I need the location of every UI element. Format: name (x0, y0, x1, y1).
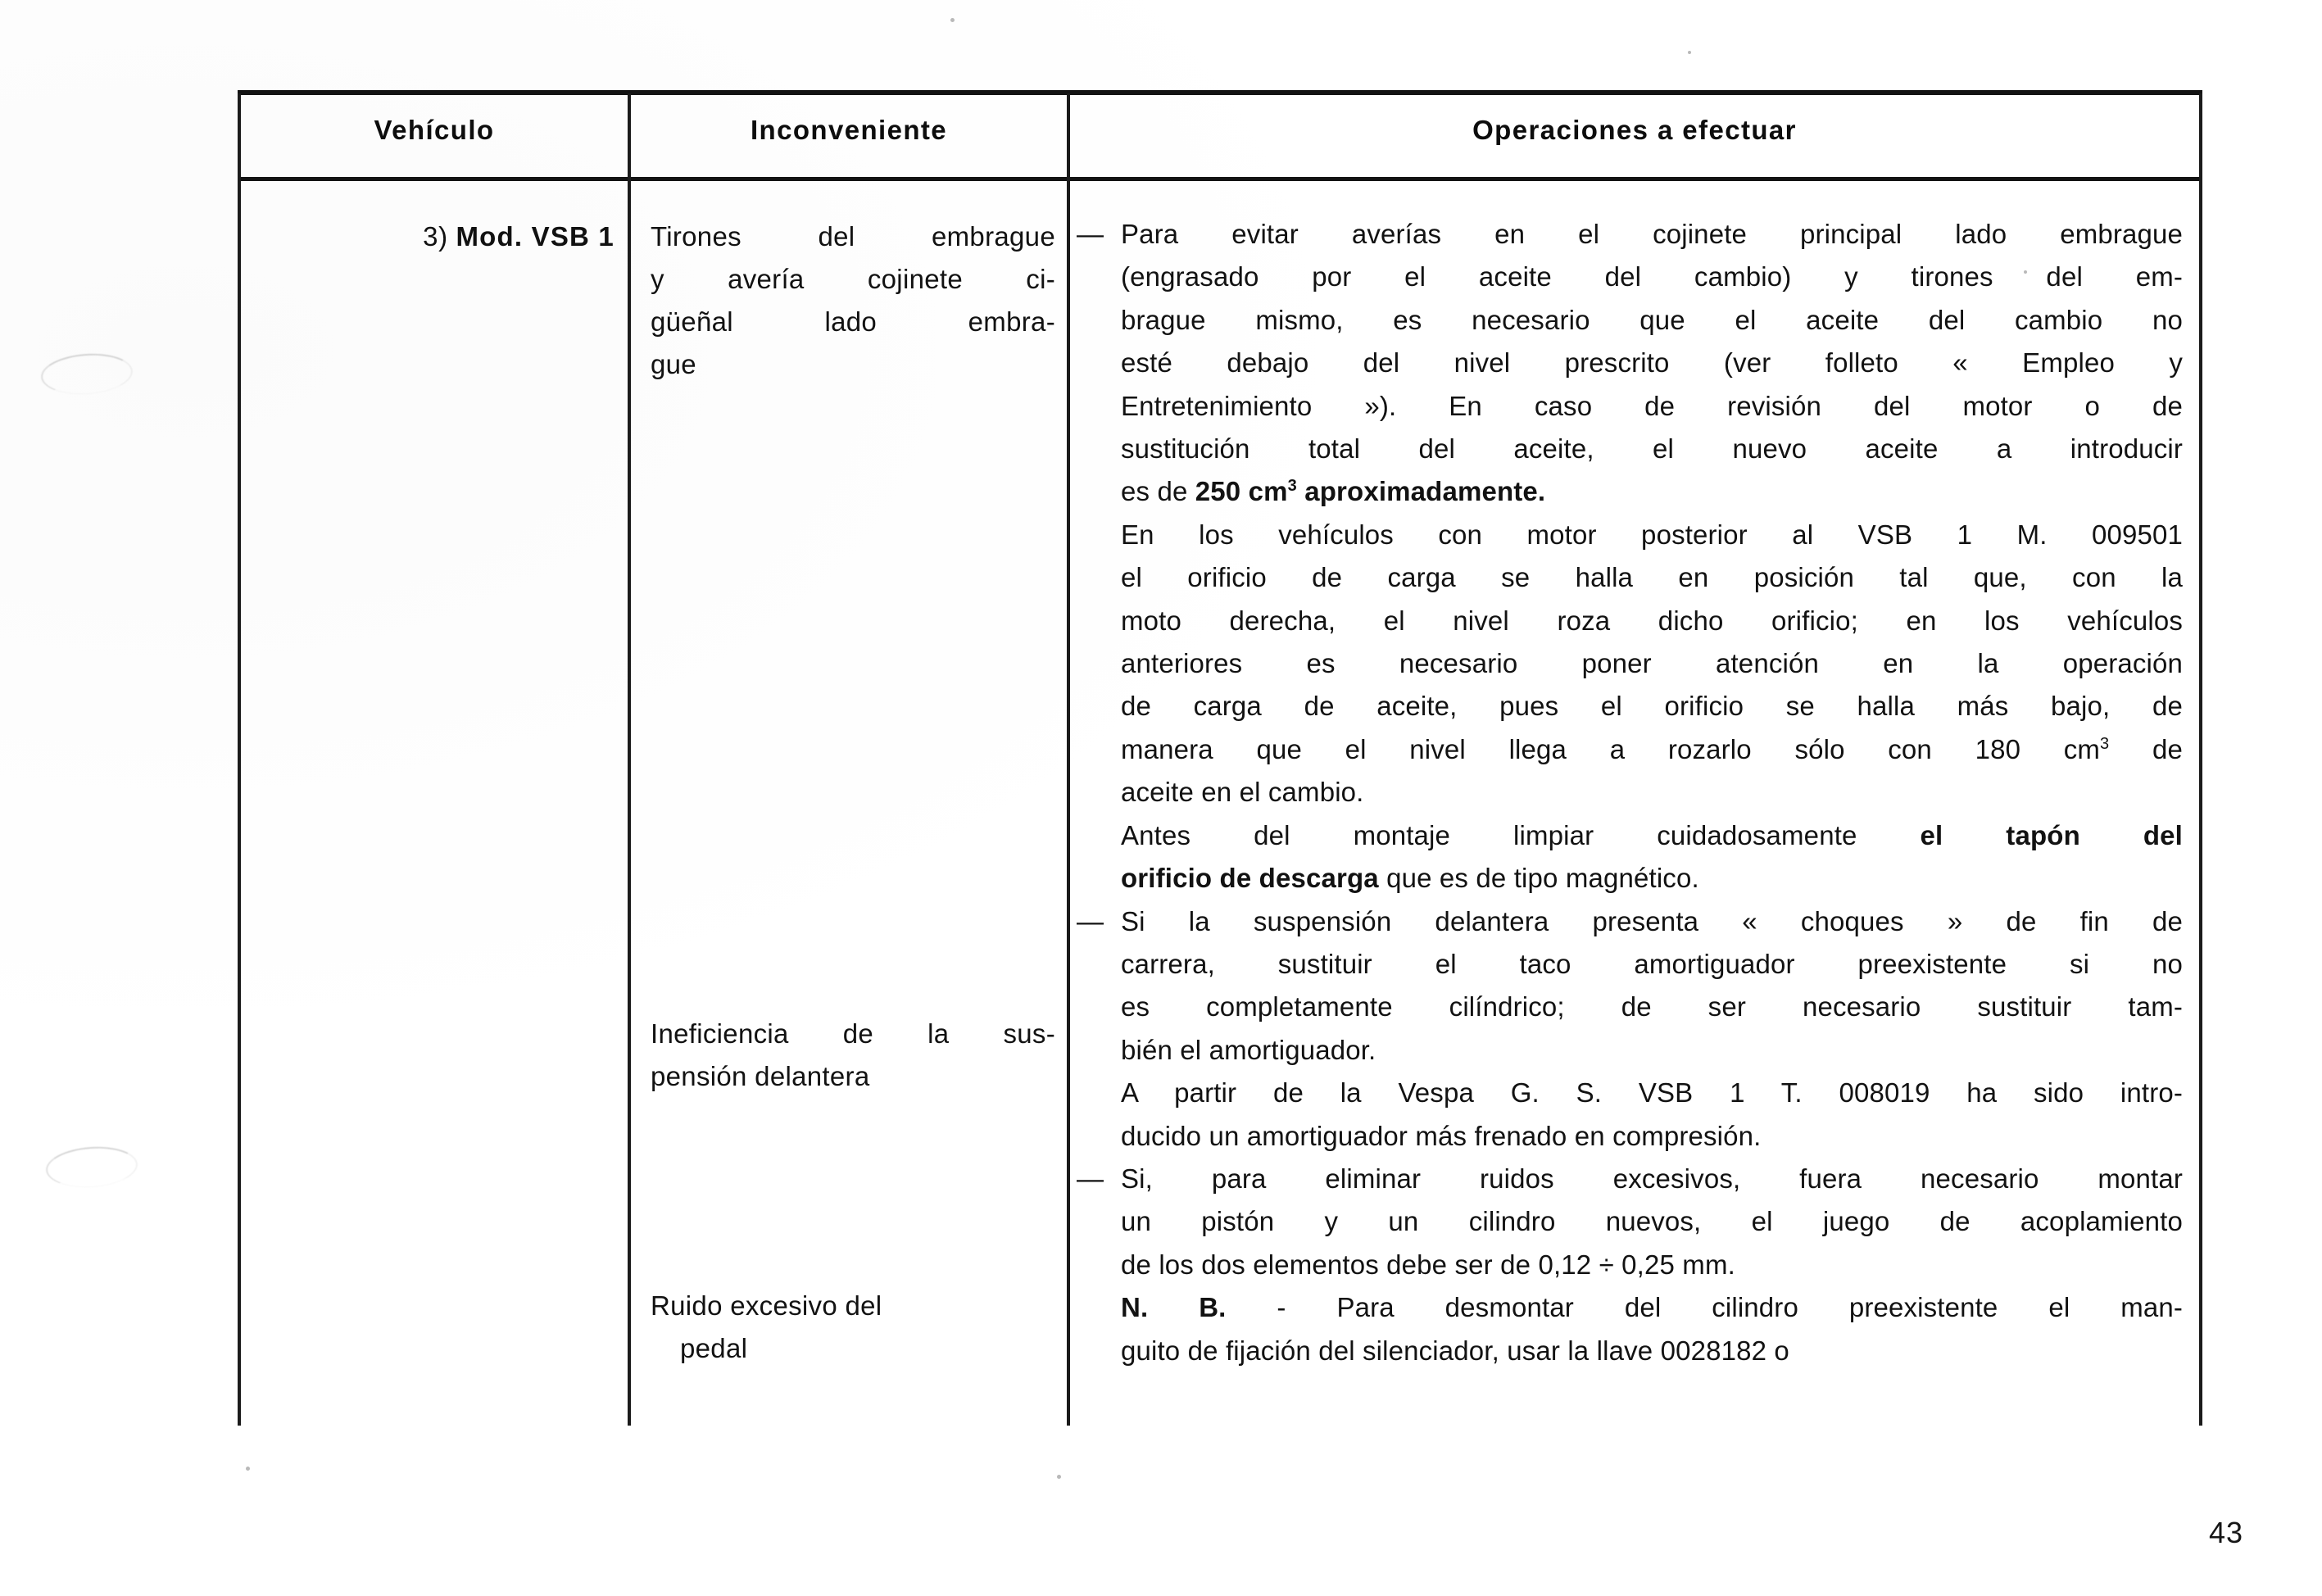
inconveniente-line: pedal (680, 1333, 748, 1363)
table-right-border (2199, 93, 2202, 1426)
drain-plug-emphasis-b: orificio de descarga (1121, 863, 1379, 894)
operation-text (1121, 814, 2183, 900)
scan-speck (1688, 51, 1691, 54)
scan-speck (1057, 1475, 1061, 1479)
operation-paragraph (1077, 213, 2183, 514)
inconveniente-line: Ruido excesivo del (651, 1290, 882, 1321)
operation-line: Si la suspensión delantera presenta « choques » de fin de (1121, 905, 2183, 936)
operation-line: ducido un amortiguador más frenado en compresión. (1121, 1120, 1762, 1151)
inconveniente-line: Tirones del embrague (651, 221, 1055, 252)
inconveniente-line: gue (651, 349, 696, 379)
operation-line: el orificio de carga se halla en posición tal que, con la (1121, 562, 2183, 593)
operation-line: anteriores es necesario poner atención en la operación (1121, 648, 2183, 679)
inconveniente-line: güeñal lado embra- (651, 306, 1055, 337)
hole-punch-mark-bottom (44, 1144, 138, 1190)
cell-vehiculo (241, 215, 628, 258)
inconveniente-line: Ineficiencia de la sus- (651, 1018, 1055, 1049)
column-header-inconveniente: Inconveniente (750, 115, 948, 145)
operation-paragraph (1077, 1072, 2183, 1158)
operation-line: En los vehículos con motor posterior al VSB 1 M. 009501 (1121, 519, 2183, 550)
column-header-operaciones: Operaciones a efectuar (1472, 115, 1797, 145)
cell-operaciones (1070, 213, 2199, 1372)
scan-speck (246, 1467, 250, 1471)
operation-line: Si, para eliminar ruidos excesivos, fuera necesario montar (1121, 1163, 2183, 1194)
operation-line: bién el amortiguador. (1121, 1034, 1376, 1065)
vehicle-model: Mod. VSB 1 (456, 221, 615, 252)
scan-speck (950, 18, 955, 22)
table-top-border (238, 90, 2202, 95)
cell-inconveniente-2 (631, 1013, 1067, 1098)
operation-line: de carga de aceite, pues el orificio se halla más bajo, de (1121, 691, 2183, 722)
bullet-dash: — (1077, 219, 1104, 249)
operation-line-emphasis: es de 250 $cm^3$ aproximadamente. (1121, 476, 1546, 507)
note-label: N. B. (1121, 1292, 1227, 1323)
operation-paragraph (1077, 1158, 2183, 1286)
bullet-dash: — (1077, 905, 1104, 936)
operation-line: orificio de descarga que es de tipo magnético. (1121, 863, 1699, 894)
operation-line: Entretenimiento »). En caso de revisión del motor o de (1121, 390, 2183, 421)
operation-paragraph (1077, 900, 2183, 1072)
operation-note (1077, 1286, 2183, 1372)
oil-quantity-emphasis: 250 $cm^3$ aproximadamente. (1195, 476, 1546, 507)
vehicle-item-number: 3) (423, 221, 448, 252)
drain-plug-emphasis-a: el tapón del (1920, 819, 2183, 850)
operation-line: aceite en el cambio. (1121, 777, 1364, 808)
operation-line: esté debajo del nivel prescrito (ver folleto « Empleo y (1121, 347, 2183, 379)
operation-line: Antes del montaje limpiar cuidadosamente el tapón del (1121, 819, 2183, 850)
page-number: 43 (2208, 1516, 2243, 1549)
operation-text (1121, 1158, 2183, 1286)
hole-punch-mark-top (39, 351, 134, 397)
operation-line: de los dos elementos debe ser de 0,12 ÷ 0,25 mm. (1121, 1249, 1735, 1280)
operation-text (1121, 514, 2183, 814)
operation-text (1121, 1286, 2183, 1372)
operation-line: brague mismo, es necesario que el aceite del cambio no (1121, 304, 2183, 335)
inconveniente-line: y avería cojinete ci- (651, 264, 1055, 294)
operation-text (1121, 900, 2183, 1072)
inconveniente-line: pensión delantera (651, 1061, 870, 1091)
operation-line: N. B. - Para desmontar del cilindro preexistente el man- (1121, 1292, 2183, 1323)
operation-line: moto derecha, el nivel roza dicho orificio; en los vehículos (1121, 605, 2183, 636)
cell-inconveniente-3 (631, 1285, 1067, 1370)
operation-line: (engrasado por el aceite del cambio) y tirones del em- (1121, 261, 2183, 292)
operation-text (1121, 213, 2183, 514)
operation-line: Para evitar averías en el cojinete principal lado embrague (1121, 219, 2183, 249)
bullet-dash: — (1077, 1163, 1104, 1194)
operation-line: sustitución total del aceite, el nuevo aceite a introducir (1121, 433, 2183, 465)
operation-line: guito de fijación del silenciador, usar la llave 0028182 o (1121, 1335, 1789, 1366)
cell-inconveniente-1 (631, 215, 1067, 386)
operation-paragraph (1077, 814, 2183, 900)
troubleshooting-table (238, 90, 2202, 1427)
operation-line: manera que el nivel llega a rozarlo sólo con 180 $cm^3$ de (1121, 733, 2183, 764)
operation-text (1121, 1072, 2183, 1158)
table-header-separator (238, 177, 2202, 181)
operation-line: carrera, sustituir el taco amortiguador preexistente si no (1121, 948, 2183, 979)
operation-line: A partir de la Vespa G. S. VSB 1 T. 008019 ha sido intro- (1121, 1077, 2183, 1109)
operation-line: un pistón y un cilindro nuevos, el juego de acoplamiento (1121, 1206, 2183, 1237)
operation-paragraph (1077, 514, 2183, 814)
operation-line: es completamente cilíndrico; de ser necesario sustituir tam- (1121, 991, 2183, 1022)
table-left-border (238, 93, 241, 1426)
column-header-vehiculo: Vehículo (374, 115, 495, 145)
